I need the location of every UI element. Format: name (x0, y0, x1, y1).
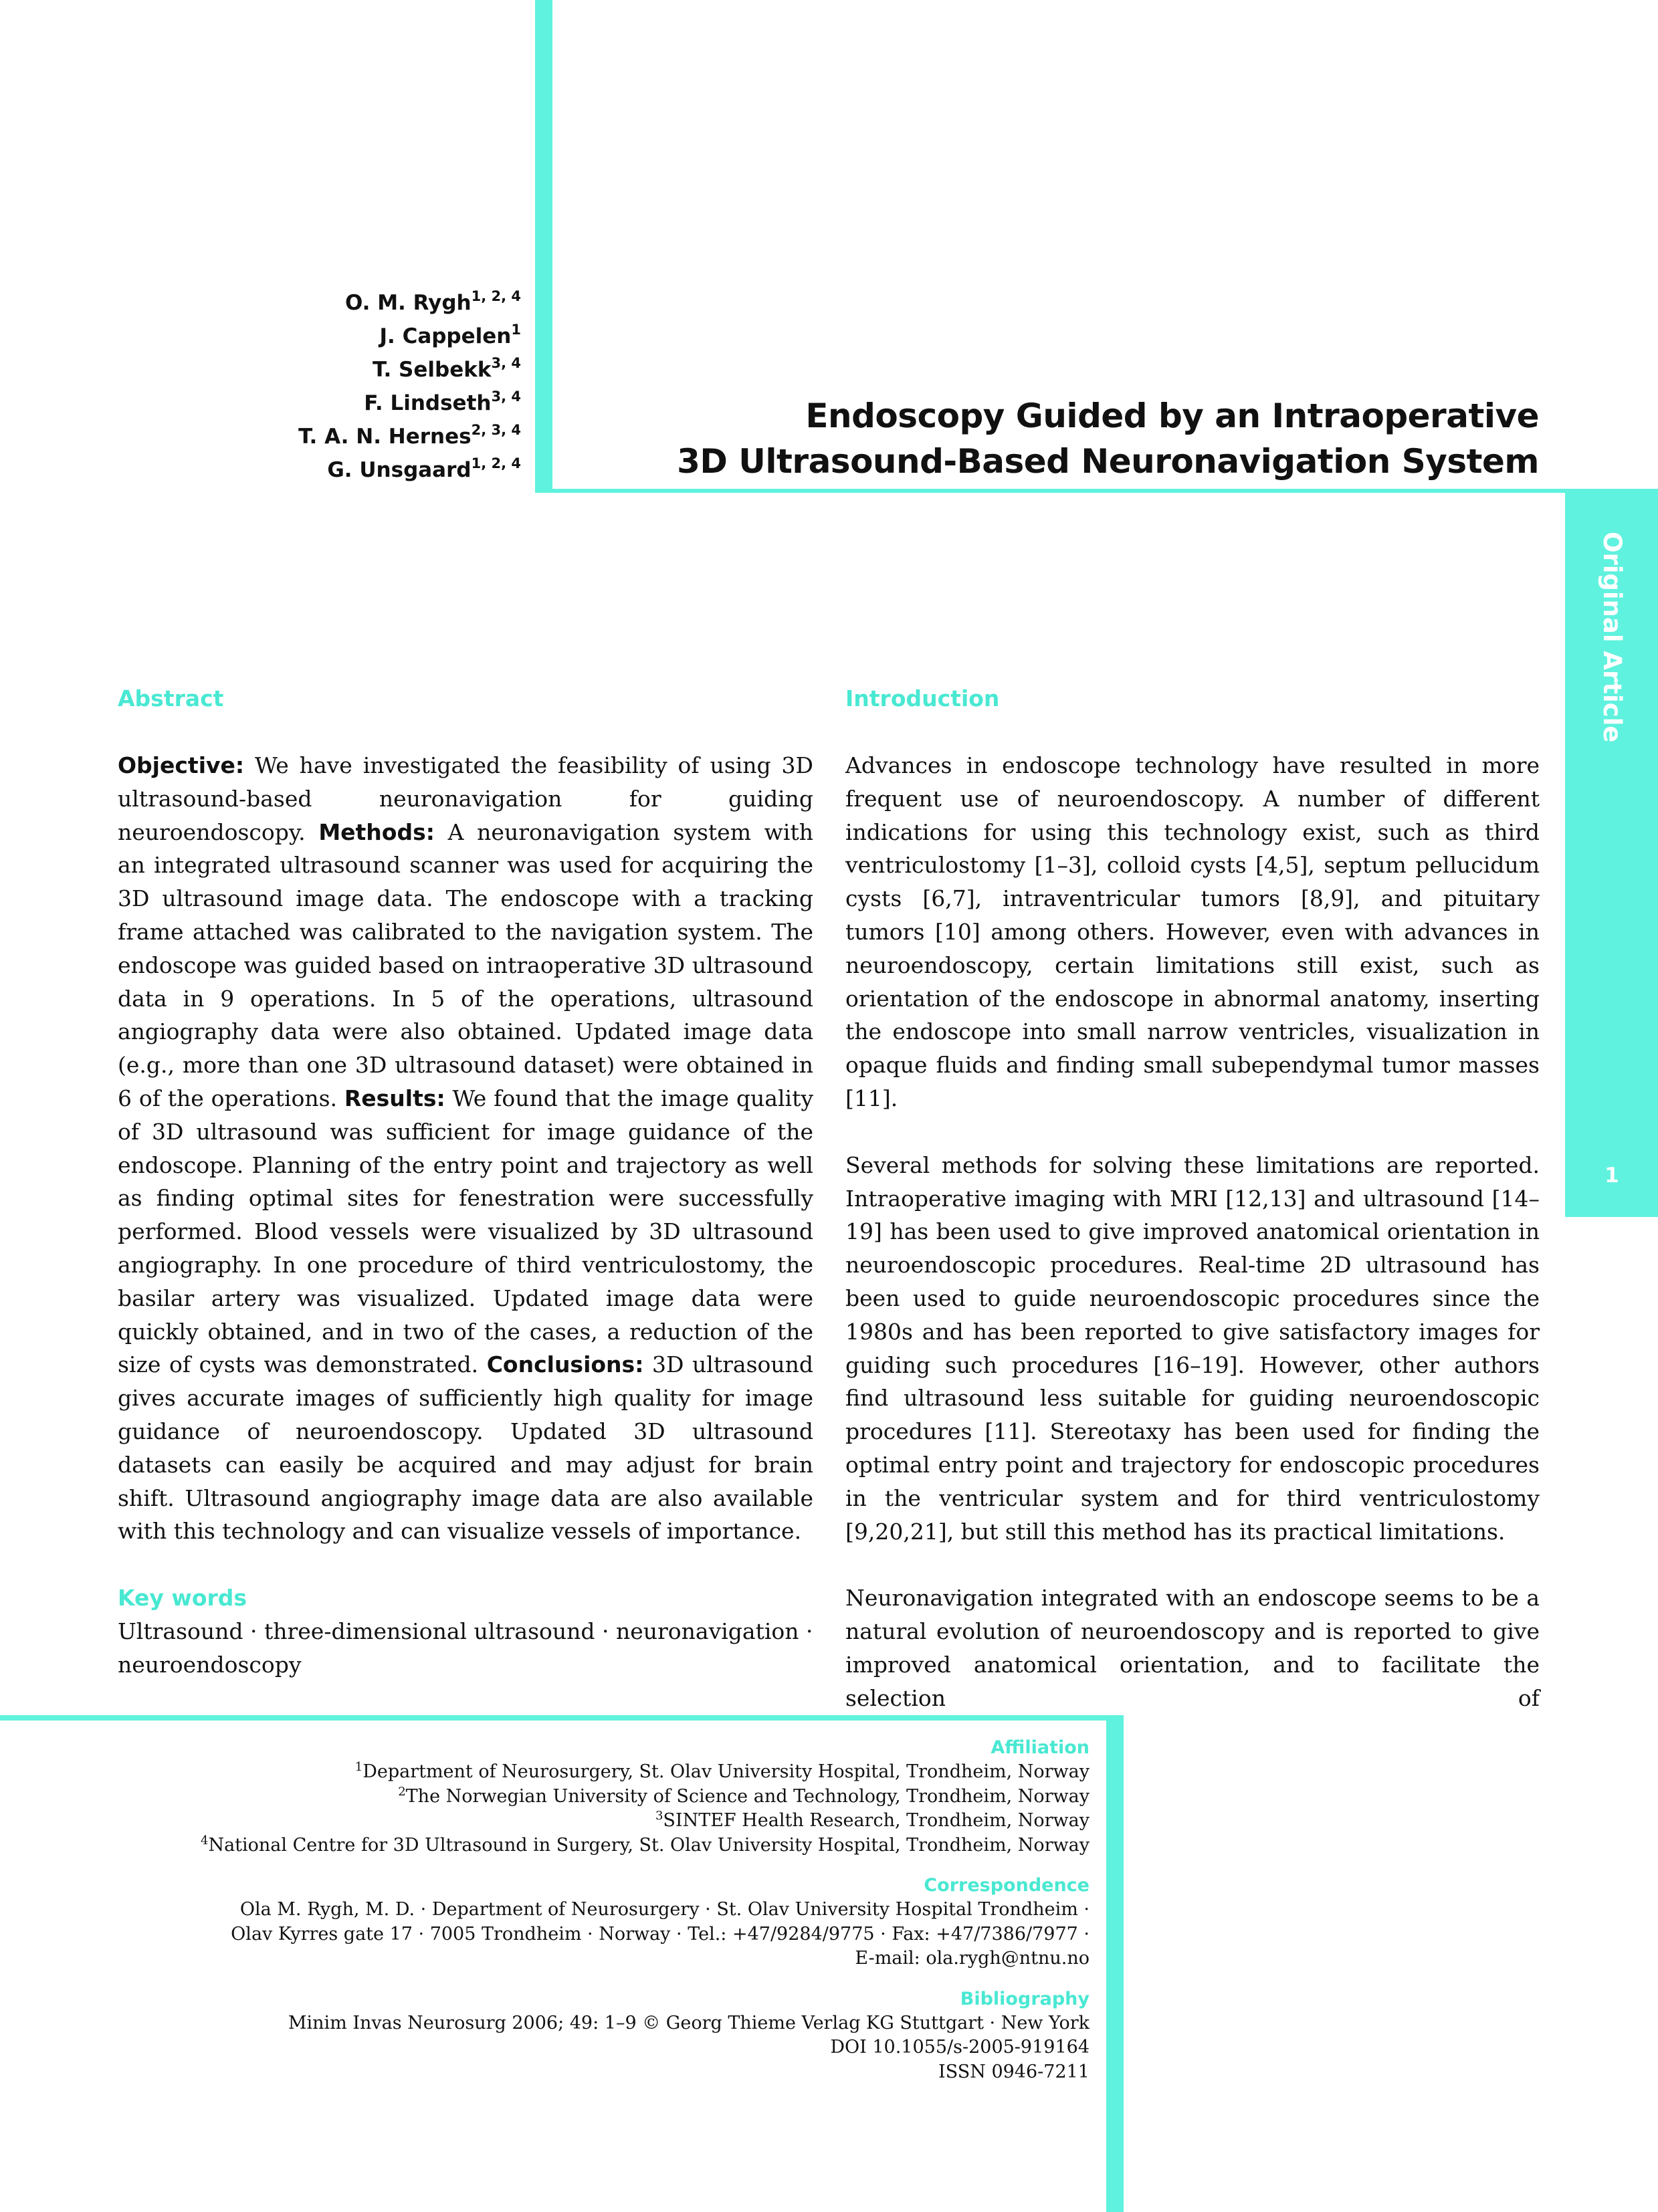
abstract-heading: Abstract (118, 685, 224, 711)
keywords-heading: Key words (118, 1585, 247, 1612)
author: J. Cappelen$^1$ (379, 322, 521, 348)
methods-label: Methods: (318, 818, 435, 845)
introduction-column (845, 682, 1540, 1715)
article-info-block (19, 1736, 1090, 2084)
results-text: We found that the image quality of 3D ultrasound was sufficient for image guidance of the endoscope. Planning of the entry point and trajectory as well as finding optimal sites for fenestration were successfully performed. Blood vessels were visualized by 3D ultrasound angiography. In one procedure of third ventriculostomy, the basilar artery was visualized. Updated image data were quickly obtained, and in two of the cases, a reduction of the size of cysts was demonstrated. (118, 1085, 813, 1378)
correspondence-line: Ola M. Rygh, M. D. · Department of Neurosurgery · St. Olav University Hospital Trondheim · (239, 1899, 1090, 1920)
conclusions-label: Conclusions: (486, 1351, 644, 1378)
author: T. Selbekk$^{3, 4}$ (373, 355, 521, 382)
author: T. A. N. Hernes$^{2, 3, 4}$ (298, 422, 521, 449)
abstract-text (118, 749, 813, 1548)
correspondence-heading: Correspondence (924, 1875, 1090, 1896)
author: G. Unsgaard$^{1, 2, 4}$ (327, 455, 521, 482)
keywords-text: Ultrasound · three-dimensional ultrasound · neuronavigation · neuroendoscopy (118, 1618, 813, 1678)
footer-horizontal-bar (0, 1715, 1124, 1721)
correspondence-line: Olav Kyrres gate 17 · 7005 Trondheim · Norway · Tel.: +47/9284/9775 · Fax: +47/7386/7977 · (231, 1923, 1090, 1945)
objective-text: We have investigated the feasibility of using 3D ultrasound-based neuronavigation for guiding neuroendoscopy. (118, 752, 813, 845)
title-line-1: Endoscopy Guided by an Intraoperative (805, 397, 1539, 435)
objective-label: Objective: (118, 752, 245, 778)
article-type-label: Original Article (1598, 532, 1627, 743)
affiliation-item: $^2$The Norwegian University of Science and Technology, Trondheim, Norway (398, 1784, 1090, 1807)
introduction-heading: Introduction (845, 685, 1000, 711)
conclusions-text: 3D ultrasound gives accurate images of sufficiently high quality for image guidance of neuroendoscopy. Updated 3D ultrasound datasets can easily be acquired and may adjust for brain shift. Ultrasound angiography image data are also available with this technology and can visualize vessels of importance. (118, 1351, 813, 1545)
author-list (120, 286, 521, 487)
bibliography-issn: ISSN 0946-7211 (938, 2061, 1090, 2082)
results-label: Results: (344, 1085, 445, 1111)
affiliation-item: $^3$SINTEF Health Research, Trondheim, Norway (655, 1809, 1090, 1832)
article-title (603, 393, 1539, 484)
affiliation-item: $^1$Department of Neurosurgery, St. Olav University Hospital, Trondheim, Norway (354, 1760, 1090, 1783)
title-line-2: 3D Ultrasound-Based Neuronavigation System (677, 442, 1539, 481)
correspondence-email: E-mail: ola.rygh@ntnu.no (855, 1948, 1090, 1969)
intro-paragraph-2: Several methods for solving these limitations are reported. Intraoperative imaging with MRI [12,13] and ultrasound [14–19] has been used to give improved anatomical orientation in neuroendoscopic procedures. Real-time 2D ultrasound has been used to guide neuroendoscopic procedures since the 1980s and has been reported to give satisfactory images for guiding such procedures [16–19]. However, other authors find ultrasound less suitable for guiding neuroendoscopic procedures [11]. Stereotaxy has been used for finding the optimal entry point and trajectory for endoscopic procedures in the ventricular system and for third ventriculostomy [9,20,21], but still this method has its practical limitations. (845, 1151, 1540, 1545)
author: O. M. Rygh$^{1, 2, 4}$ (344, 288, 521, 315)
abstract-column (118, 682, 813, 1682)
intro-paragraph-1: Advances in endoscope technology have resulted in more frequent use of neuroendoscopy. A number of different indications for using this technology exist, such as third ventriculostomy [1–3], colloid cysts [4,5], septum pellucidum cysts [6,7], intraventricular tumors [8,9], and pituitary tumors [10] among others. However, even with advances in neuroendoscopy, certain limitations still exist, such as orientation of the endoscope in abnormal anatomy, inserting the endoscope into small narrow ventricles, visualization in opaque fluids and finding small subependymal tumor masses [11]. (845, 752, 1540, 1111)
affiliation-item: $^4$National Centre for 3D Ultrasound in Surgery, St. Olav University Hospital, Trondheim, Norway (200, 1833, 1090, 1856)
bibliography-line: Minim Invas Neurosurg 2006; 49: 1–9 © Georg Thieme Verlag KG Stuttgart · New York (288, 2013, 1090, 2034)
page-number: 1 (1604, 1164, 1619, 1188)
intro-paragraph-3: Neuronavigation integrated with an endoscope seems to be a natural evolution of neuroendoscopy and is reported to give improved anatomical orientation, and to facilitate the selection of (845, 1585, 1540, 1711)
header-horizontal-bar (535, 489, 1658, 493)
author: F. Lindseth$^{3, 4}$ (364, 389, 521, 415)
header-vertical-bar (535, 0, 552, 493)
footer-vertical-bar (1106, 1715, 1124, 2212)
bibliography-heading: Bibliography (960, 1988, 1090, 2009)
affiliation-heading: Affiliation (991, 1737, 1090, 1758)
methods-text: A neuronavigation system with an integrated ultrasound scanner was used for acquiring the 3D ultrasound image data. The endoscope with a tracking frame attached was calibrated to the navigation system. The endoscope was guided based on intraoperative 3D ultrasound data in 9 operations. In 5 of the operations, ultrasound angiography data were also obtained. Updated image data (e.g., more than one 3D ultrasound dataset) were obtained in 6 of the operations. (118, 818, 813, 1111)
bibliography-doi: DOI 10.1055/s-2005-919164 (830, 2037, 1090, 2058)
